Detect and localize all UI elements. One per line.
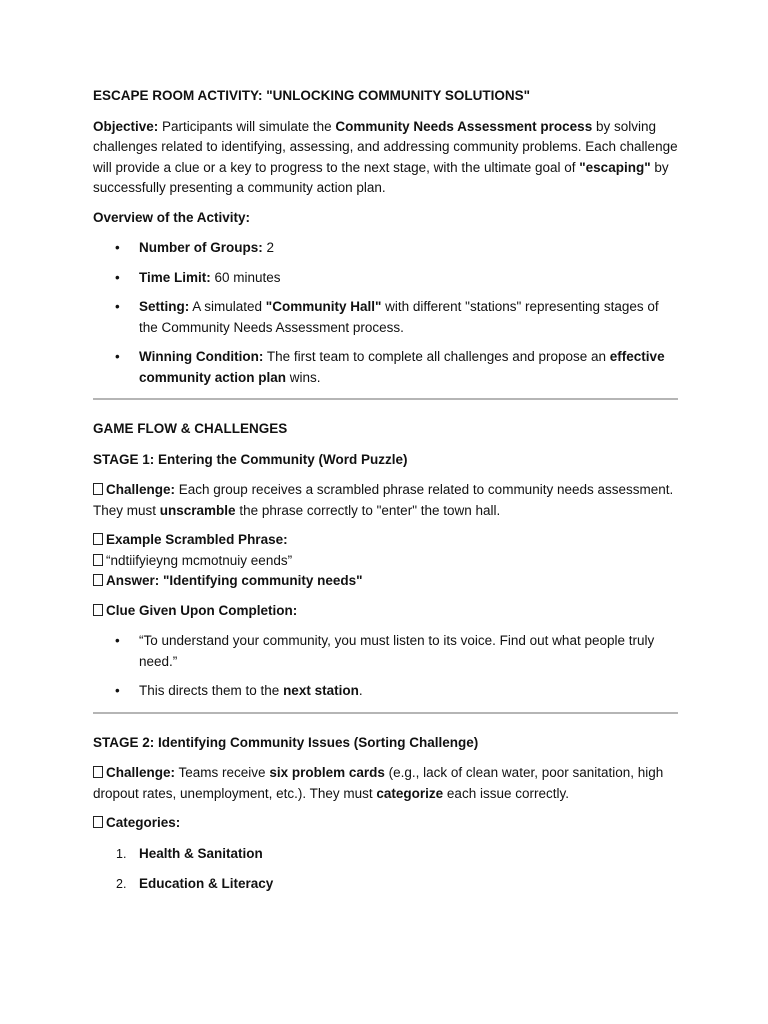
missing-glyph-icon: [93, 816, 103, 828]
missing-glyph-icon: [93, 574, 103, 586]
stage1-example: Example Scrambled Phrase: “ndtiifyieyng mcmotnuiy eends” Answer: "Identifying community needs": [93, 530, 678, 592]
stage2-heading: STAGE 2: Identifying Community Issues (Sorting Challenge): [93, 734, 479, 750]
document-body: [93, 86, 678, 905]
stage1-clue-heading: Clue Given Upon Completion:: [93, 601, 678, 622]
section-divider: [93, 398, 678, 400]
document-title: ESCAPE ROOM ACTIVITY: "UNLOCKING COMMUNITY SOLUTIONS": [93, 88, 531, 103]
stage2-challenge: Challenge: Teams receive six problem cards (e.g., lack of clean water, poor sanitation, high dropout rates, unemployment, etc.). They must categorize each issue correctly.: [93, 765, 664, 801]
missing-glyph-icon: [93, 483, 103, 495]
missing-glyph-icon: [93, 533, 103, 545]
missing-glyph-icon: [93, 554, 103, 566]
list-item: • This directs them to the next station.: [93, 681, 678, 702]
objective-paragraph: Objective: Participants will simulate the Community Needs Assessment process by solving challenges related to identifying, assessing, and addressing community problems. Each challenge will provide a clue or a key to progress to the next stage, with the ultimate goal of "escaping" by successfully presenting a community action plan.: [93, 118, 678, 195]
list-item: 1. Health & Sanitation: [116, 845, 263, 861]
stage2-categories-heading: Categories:: [93, 813, 678, 834]
objective-label: Objective:: [93, 118, 159, 134]
stage1-clue-list: [93, 631, 678, 702]
list-item: • “To understand your community, you must listen to its voice. Find out what people truly need.”: [93, 631, 678, 672]
missing-glyph-icon: [93, 766, 103, 778]
section-divider: [93, 712, 678, 714]
list-item: 2. Education & Literacy: [116, 876, 274, 891]
stage2-categories-list: [93, 844, 678, 895]
missing-glyph-icon: [93, 604, 103, 616]
game-flow-heading: GAME FLOW & CHALLENGES: [93, 421, 288, 436]
stage1-heading: STAGE 1: Entering the Community (Word Puzzle): [93, 451, 408, 467]
overview-heading: Overview of the Activity:: [93, 209, 251, 225]
list-item: • Setting: A simulated "Community Hall" with different "stations" representing stages of the Community Needs Assessment process.: [93, 297, 678, 338]
list-item: • Number of Groups: 2: [93, 238, 678, 259]
list-item: • Winning Condition: The first team to complete all challenges and propose an effective community action plan wins.: [93, 347, 678, 388]
overview-list: [93, 238, 678, 388]
list-item: • Time Limit: 60 minutes: [93, 268, 678, 289]
stage1-challenge: Challenge: Each group receives a scrambled phrase related to community needs assessment. They must unscramble the phrase correctly to "enter" the town hall.: [93, 482, 674, 518]
